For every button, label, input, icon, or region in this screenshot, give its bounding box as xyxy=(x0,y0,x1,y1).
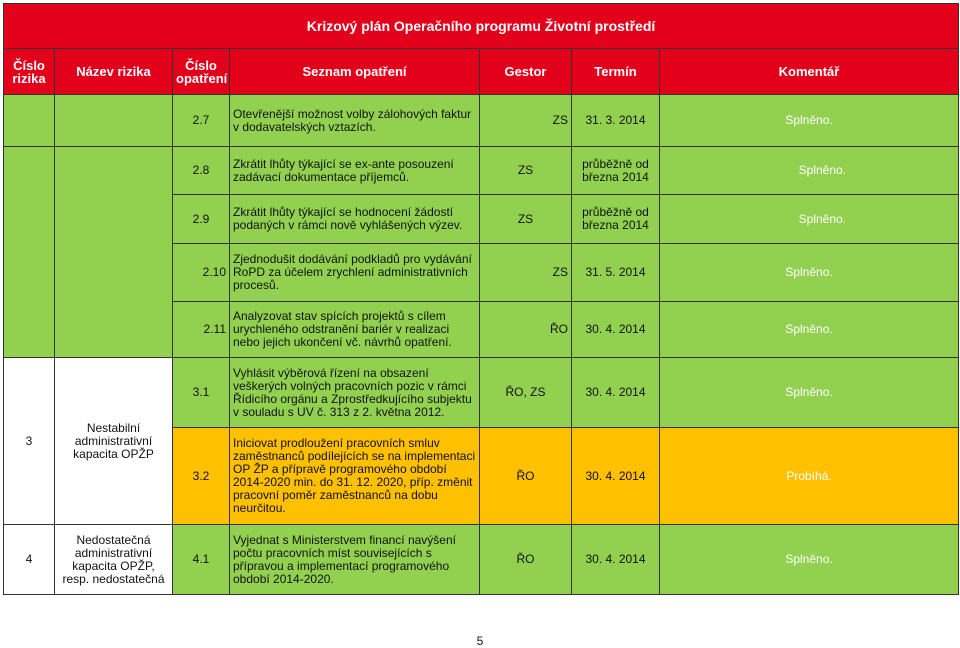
comment: Splněno. xyxy=(660,302,959,358)
table-title: Krizový plán Operačního programu Životní prostředí xyxy=(4,4,959,49)
measure-no: 3.1 xyxy=(173,358,230,428)
term: 30. 4. 2014 xyxy=(572,525,660,595)
gestor: ZS xyxy=(480,195,572,244)
comment: Splněno. xyxy=(660,195,959,244)
page-number: 5 xyxy=(476,634,484,648)
measure-text: Otevřenější možnost volby zálohových faktur v dodavatelských vztazích. xyxy=(230,95,480,147)
header-risk-name: Název rizika xyxy=(55,49,173,95)
measure-text: Vyhlásit výběrová řízení na obsazení veškerých volných pracovních pozic v rámci Řídicího orgánu a Zprostředkujícího subjektu v souladu s UV č. 313 z 2. května 2012. xyxy=(230,358,480,428)
header-measures: Seznam opatření xyxy=(230,49,480,95)
gestor: ZS xyxy=(480,147,572,195)
measure-no: 2.7 xyxy=(173,95,230,147)
measure-no: 2.8 xyxy=(173,147,230,195)
header-risk-no: Číslo rizika xyxy=(4,49,55,95)
table-row xyxy=(4,95,959,147)
risk-name: Nedostatečná administrativní kapacita OPŽP, resp. nedostatečná xyxy=(55,525,173,595)
measure-text: Vyjednat s Ministerstvem financí navýšení počtu pracovních míst souvisejících s přípravou a implementací programového období 2014-2020. xyxy=(230,525,480,595)
gestor: ŘO xyxy=(480,302,572,358)
comment: Splněno. xyxy=(660,244,959,302)
header-comment: Komentář xyxy=(660,49,959,95)
gestor: ŘO xyxy=(480,428,572,525)
term: průběžně od března 2014 xyxy=(572,195,660,244)
measure-text: Iniciovat prodloužení pracovních smluv zaměstnanců podílejících se na implementaci OP ŽP a přípravě programového období 2014-2020 min. do 31. 12. 2020, příp. změnit pracovní poměr zaměstnanců na dobu neurčitou. xyxy=(230,428,480,525)
term: průběžně od března 2014 xyxy=(572,147,660,195)
comment: Probíhá. xyxy=(660,428,959,525)
risk-no-cell xyxy=(4,95,55,147)
measure-no: 2.10 xyxy=(173,244,230,302)
comment: Splněno. xyxy=(660,95,959,147)
term: 31. 3. 2014 xyxy=(572,95,660,147)
measure-text: Zkrátit lhůty týkající se hodnocení žádostí podaných v rámci nově vyhlášených výzev. xyxy=(230,195,480,244)
term: 30. 4. 2014 xyxy=(572,302,660,358)
comment: Splněno. xyxy=(660,358,959,428)
measure-no: 2.11 xyxy=(173,302,230,358)
measure-no: 2.9 xyxy=(173,195,230,244)
measure-text: Analyzovat stav spících projektů s cílem urychleného odstranění bariér v realizaci nebo jejich ukončení vč. návrhů opatření. xyxy=(230,302,480,358)
risk-name-cell xyxy=(55,95,173,147)
gestor: ŘO, ZS xyxy=(480,358,572,428)
table-row xyxy=(4,147,959,195)
measure-no: 3.2 xyxy=(173,428,230,525)
header-gestor: Gestor xyxy=(480,49,572,95)
gestor: ZS xyxy=(480,244,572,302)
term: 31. 5. 2014 xyxy=(572,244,660,302)
term: 30. 4. 2014 xyxy=(572,428,660,525)
comment: Splněno. xyxy=(660,525,959,595)
crisis-plan-table xyxy=(3,3,959,595)
term: 30. 4. 2014 xyxy=(572,358,660,428)
table-row xyxy=(4,525,959,595)
header-measure-no: Číslo opatření xyxy=(173,49,230,95)
measure-text: Zkrátit lhůty týkající se ex-ante posouzení zadávací dokumentace příjemců. xyxy=(230,147,480,195)
measure-text: Zjednodušit dodávání podkladů pro vydávání RoPD za účelem zrychlení administrativních procesů. xyxy=(230,244,480,302)
risk-name: Nestabilní administrativní kapacita OPŽP xyxy=(55,358,173,525)
header-row xyxy=(4,49,959,95)
risk-name-cell xyxy=(55,147,173,358)
table-row xyxy=(4,358,959,428)
comment: Splněno. xyxy=(660,147,959,195)
risk-no: 4 xyxy=(4,525,55,595)
gestor: ŘO xyxy=(480,525,572,595)
measure-no: 4.1 xyxy=(173,525,230,595)
gestor: ZS xyxy=(480,95,572,147)
header-term: Termín xyxy=(572,49,660,95)
risk-no-cell xyxy=(4,147,55,358)
risk-no: 3 xyxy=(4,358,55,525)
